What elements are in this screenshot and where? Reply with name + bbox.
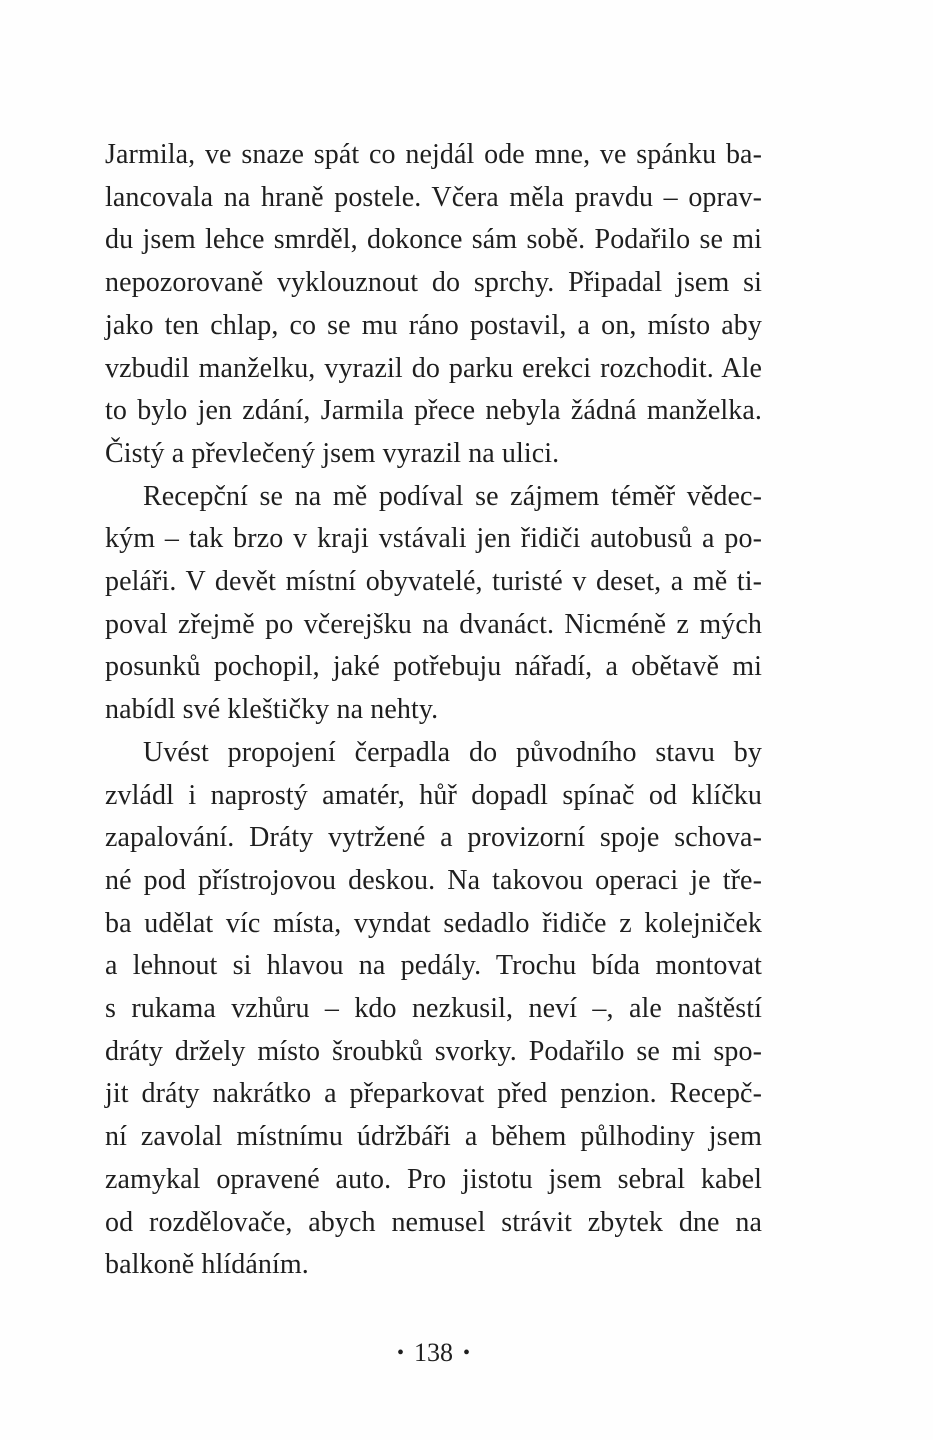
text-line: jit dráty nakrátko a přeparkovat před penzion. Recepč- xyxy=(105,1078,762,1110)
text-line: zamykal opravené auto. Pro jistotu jsem sebral kabel xyxy=(105,1163,762,1195)
page-text xyxy=(105,134,762,1287)
folio-number: 138 xyxy=(414,1338,453,1367)
text-line: kým – tak brzo v kraji vstávali jen řidiči autobusů a po- xyxy=(105,523,762,555)
text-line: ní zavolal místnímu údržbáři a během půlhodiny jsem xyxy=(105,1121,762,1153)
text-line: nabídl své kleštičky na nehty. xyxy=(105,694,439,726)
text-line: peláři. V devět místní obyvatelé, turisté v deset, a mě ti- xyxy=(105,566,762,598)
text-line: to bylo jen zdání, Jarmila přece nebyla žádná manželka. xyxy=(105,395,762,427)
folio-bullet-left: • xyxy=(396,1342,404,1364)
text-line: ba udělat víc místa, vyndat sedadlo řidiče z kolejniček xyxy=(105,907,762,939)
text-line: jako ten chlap, co se mu ráno postavil, a on, místo aby xyxy=(105,309,762,341)
text-line: zvládl i naprostý amatér, hůř dopadl spínač od klíčku xyxy=(105,779,762,811)
text-line: du jsem lehce smrděl, dokonce sám sobě. Podařilo se mi xyxy=(105,224,762,256)
page-number xyxy=(105,1336,762,1370)
text-line: Čistý a převlečený jsem vyrazil na ulici. xyxy=(105,437,560,469)
text-line: Jarmila, ve snaze spát co nejdál ode mne, ve spánku ba- xyxy=(105,139,762,170)
text-line: Uvést propojení čerpadla do původního stavu by xyxy=(143,736,762,768)
text-line: dráty držely místo šroubků svorky. Podařilo se mi spo- xyxy=(105,1035,762,1067)
text-line: a lehnout si hlavou na pedály. Trochu bída montovat xyxy=(105,950,762,982)
text-line: Recepční se na mě podíval se zájmem téměř vědec- xyxy=(143,480,762,512)
text-line: balkoně hlídáním. xyxy=(105,1249,309,1281)
text-line: lancovala na hraně postele. Včera měla pravdu – oprav- xyxy=(105,181,762,213)
text-line: poval zřejmě po včerejšku na dvanáct. Nicméně z mých xyxy=(105,608,762,640)
text-line: zapalování. Dráty vytržené a provizorní spoje schova- xyxy=(105,822,762,854)
text-line: posunků pochopil, jaké potřebuju nářadí, a obětavě mi xyxy=(105,651,762,683)
folio-bullet-right: • xyxy=(463,1342,471,1364)
text-line: od rozdělovače, abych nemusel strávit zbytek dne na xyxy=(105,1206,762,1238)
text-line: s rukama vzhůru – kdo nezkusil, neví –, ale naštěstí xyxy=(105,993,762,1025)
text-line: vzbudil manželku, vyrazil do parku erekci rozchodit. Ale xyxy=(105,352,762,384)
text-line: nepozorovaně vyklouznout do sprchy. Připadal jsem si xyxy=(105,267,762,299)
text-line: né pod přístrojovou deskou. Na takovou operaci je tře- xyxy=(105,864,762,896)
